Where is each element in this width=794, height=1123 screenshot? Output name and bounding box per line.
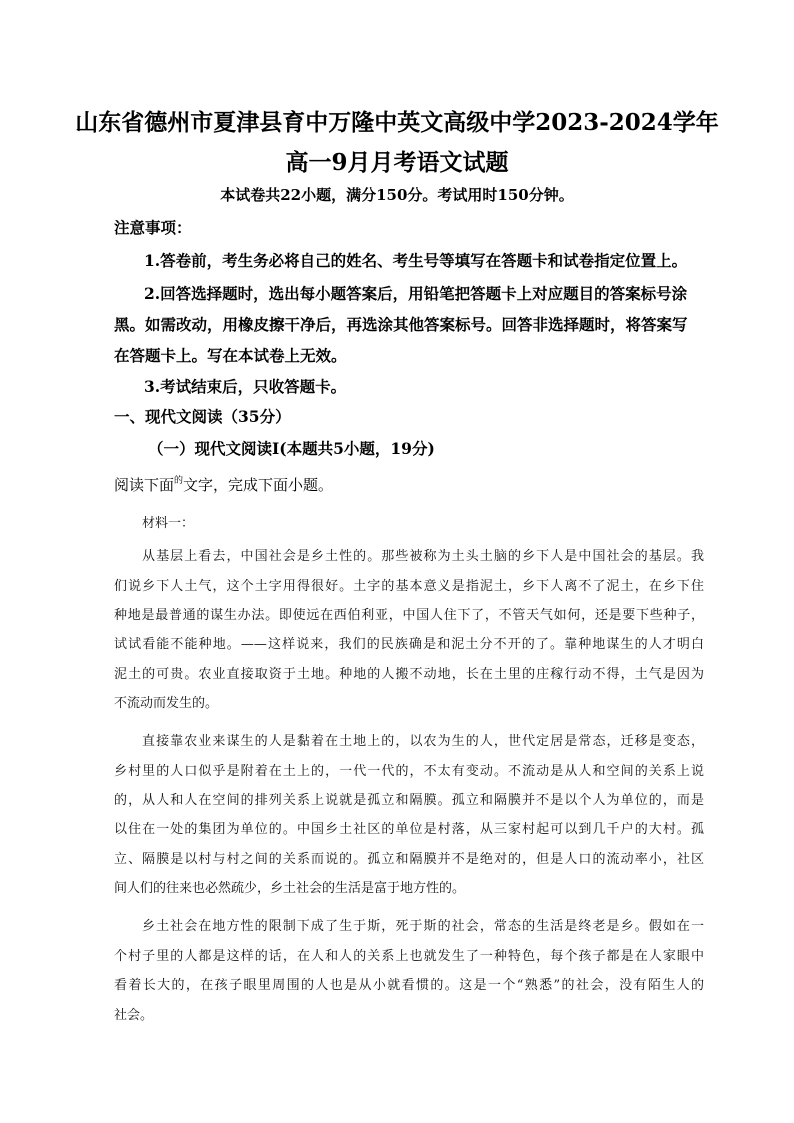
paragraph-line: 直接靠农业来谋生的人是黏着在土地上的，以农为生的人，世代定居是常态，迁移是变态， <box>142 734 704 749</box>
paragraph-line: 试试看能不能种地。——这样说来，我们的民族确是和泥土分不开的了。靠种地谋生的人才明白 <box>114 637 704 652</box>
paragraph-line: 乡村里的人口似乎是附着在土上的，一代一代的，不太有变动。不流动是从人和空间的关系上说 <box>114 764 704 779</box>
paragraph-line: 看着长大的，在孩子眼里周围的人也是从小就看惯的。这是一个“熟悉”的社会，没有陌生人的 <box>114 978 704 993</box>
paragraph-line: 乡土社会在地方性的限制下成了生于斯，死于斯的社会，常态的生活是终老是乡。假如在一 <box>142 919 704 934</box>
paragraph-line: 的，从人和人在空间的排列关系上说就是孤立和隔膜。孤立和隔膜并不是以个人为单位的，而是 <box>114 793 704 808</box>
paragraph-line: 泥土的可贵。农业直接取资于土地。种地的人搬不动地，长在土里的庄稼行动不得，土气是因为 <box>114 667 704 682</box>
instruction-part-b: 文字，完成下面小题。 <box>183 476 334 494</box>
notice-item-2-line2: 黑。如需改动，用橡皮擦干净后，再选涂其他答案标号。回答非选择题时，将答案写 <box>114 315 688 334</box>
notice-heading: 注意事项： <box>114 218 192 237</box>
notice-item-2-line3: 在答题卡上。写在本试卷上无效。 <box>114 346 347 365</box>
exam-info: 本试卷共22小题，满分150分。考试用时150分钟。 <box>220 186 574 204</box>
paragraph-line: 以住在一处的集团为单位的。中国乡土社区的单位是村落，从三家村起可以到几千户的大村。孤 <box>114 822 704 837</box>
material-label: 材料一： <box>142 516 195 531</box>
paragraph-line: 从基层上看去，中国社会是乡土性的。那些被称为土头土脑的乡下人是中国社会的基层。我 <box>142 549 704 564</box>
paragraph-line: 个村子里的人都是这样的话，在人和人的关系上也就发生了一种特色，每个孩子都是在人家眼中 <box>114 949 704 964</box>
instruction-superscript: 的 <box>174 476 184 486</box>
paragraph-line: 种地是最普通的谋生办法。即使远在西伯利亚，中国人住下了，不管天气如何，还是要下些种子， <box>114 608 704 623</box>
paragraph-line: 间人们的往来也必然疏少，乡土社会的生活是富于地方性的。 <box>114 881 466 896</box>
paragraph-line: 立、隔膜是以村与村之间的关系而说的。孤立和隔膜并不是绝对的，但是人口的流动率小，社区 <box>114 852 704 867</box>
exam-title-line1: 山东省德州市夏津县育中万隆中英文高级中学2023-2024学年 <box>75 109 719 136</box>
notice-item-2-line1: 2.回答选择题时，选出每小题答案后，用铅笔把答题卡上对应题目的答案标号涂 <box>144 284 688 303</box>
subsection-heading: （一）现代文阅读Ⅰ(本题共5小题，19分) <box>148 439 435 458</box>
paragraph-line: 社会。 <box>114 1008 154 1023</box>
reading-instruction <box>114 474 333 495</box>
notice-item-3: 3.考试结束后，只收答题卡。 <box>144 377 347 396</box>
instruction-part-a: 阅读下面 <box>114 476 175 494</box>
paragraph-line: 们说乡下人土气，这个土字用得很好。土字的基本意义是指泥土，乡下人离不了泥土，在乡下住 <box>114 579 704 594</box>
exam-title-line2: 高一9月月考语文试题 <box>285 149 509 176</box>
paragraph-line: 不流动而发生的。 <box>114 696 219 711</box>
section-heading: 一、现代文阅读（35分） <box>114 407 291 426</box>
notice-item-1: 1.答卷前，考生务必将自己的姓名、考生号等填写在答题卡和试卷指定位置上。 <box>144 251 688 270</box>
